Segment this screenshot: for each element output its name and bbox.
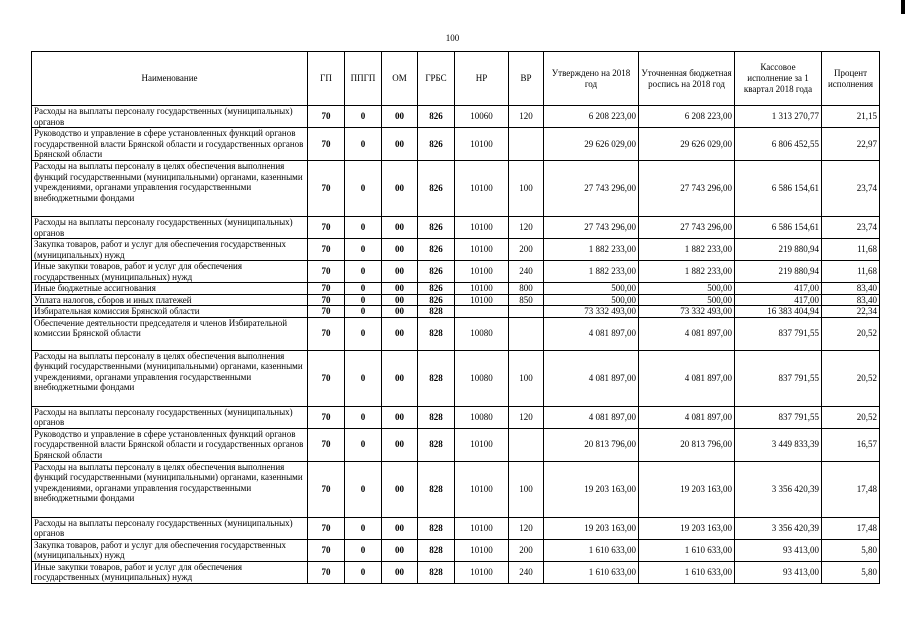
- cell-name: Расходы на выплаты персоналу в целях обеспечения выполнения функций государственными (муниципальными) органами, казенными учреждениями, органами управления государственными внебюджетными фондами: [32, 461, 308, 517]
- cell-refined: 4 081 897,00: [639, 317, 735, 350]
- cell-np: 10100: [455, 539, 509, 561]
- cell-name: Руководство и управление в сфере установленных функций органов государственной власти Брянской области и государственных органов Брянской области: [32, 128, 308, 161]
- cell-om: 00: [382, 261, 418, 283]
- cell-om: 00: [382, 317, 418, 350]
- cell-grbs: 826: [418, 283, 455, 295]
- cell-np: 10080: [455, 350, 509, 406]
- cell-name: Иные закупки товаров, работ и услуг для обеспечения государственных (муниципальных) нужд: [32, 561, 308, 583]
- cell-gp: 70: [308, 517, 345, 539]
- cell-gp: 70: [308, 561, 345, 583]
- cell-ppgp: 0: [345, 106, 382, 128]
- cell-refined: 1 610 633,00: [639, 539, 735, 561]
- cell-vr: [509, 306, 544, 318]
- cell-ppgp: 0: [345, 350, 382, 406]
- cell-gp: 70: [308, 217, 345, 239]
- cell-grbs: 826: [418, 217, 455, 239]
- cell-vr: [509, 128, 544, 161]
- cell-approved: 4 081 897,00: [544, 350, 639, 406]
- cell-ppgp: 0: [345, 317, 382, 350]
- cell-refined: 19 203 163,00: [639, 517, 735, 539]
- cell-percent: 23,74: [822, 161, 880, 217]
- cell-refined: 27 743 296,00: [639, 161, 735, 217]
- col-header-ppgp: ППГП: [345, 52, 382, 106]
- cell-percent: 11,68: [822, 239, 880, 261]
- cell-grbs: 826: [418, 261, 455, 283]
- cell-gp: 70: [308, 306, 345, 318]
- cell-percent: 17,48: [822, 461, 880, 517]
- cell-approved: 1 610 633,00: [544, 539, 639, 561]
- cell-grbs: 828: [418, 317, 455, 350]
- cell-approved: 1 882 233,00: [544, 261, 639, 283]
- cell-percent: 83,40: [822, 294, 880, 306]
- cell-name: Избирательная комиссия Брянской области: [32, 306, 308, 318]
- cell-grbs: 828: [418, 461, 455, 517]
- cell-gp: 70: [308, 539, 345, 561]
- cell-ppgp: 0: [345, 406, 382, 428]
- cell-np: 10100: [455, 283, 509, 295]
- cell-gp: 70: [308, 261, 345, 283]
- cell-name: Расходы на выплаты персоналу государственных (муниципальных) органов: [32, 217, 308, 239]
- table-row: [32, 239, 880, 261]
- cell-grbs: 826: [418, 239, 455, 261]
- table-row: [32, 461, 880, 517]
- cell-ppgp: 0: [345, 261, 382, 283]
- cell-vr: 240: [509, 561, 544, 583]
- cell-om: 00: [382, 217, 418, 239]
- cell-percent: 5,80: [822, 561, 880, 583]
- cell-ppgp: 0: [345, 306, 382, 318]
- cell-cash: 3 356 420,39: [735, 517, 822, 539]
- col-header-gp: ГП: [308, 52, 345, 106]
- cell-percent: 21,15: [822, 106, 880, 128]
- cell-grbs: 828: [418, 539, 455, 561]
- cell-percent: 5,80: [822, 539, 880, 561]
- cell-cash: 3 356 420,39: [735, 461, 822, 517]
- cell-np: 10100: [455, 261, 509, 283]
- cell-om: 00: [382, 539, 418, 561]
- cell-gp: 70: [308, 161, 345, 217]
- cell-grbs: 826: [418, 128, 455, 161]
- col-header-name: Наименование: [32, 52, 308, 106]
- cell-grbs: 828: [418, 517, 455, 539]
- table-row: [32, 317, 880, 350]
- cell-np: 10100: [455, 561, 509, 583]
- cell-refined: 6 208 223,00: [639, 106, 735, 128]
- cell-cash: 93 413,00: [735, 539, 822, 561]
- cell-om: 00: [382, 461, 418, 517]
- cell-gp: 70: [308, 294, 345, 306]
- cell-percent: 16,57: [822, 428, 880, 461]
- cell-ppgp: 0: [345, 128, 382, 161]
- cell-ppgp: 0: [345, 461, 382, 517]
- cell-refined: 1 882 233,00: [639, 239, 735, 261]
- cell-cash: 93 413,00: [735, 561, 822, 583]
- cell-vr: 200: [509, 539, 544, 561]
- cell-vr: 120: [509, 517, 544, 539]
- cell-grbs: 828: [418, 406, 455, 428]
- cell-refined: 1 610 633,00: [639, 561, 735, 583]
- cell-np: 10080: [455, 317, 509, 350]
- cell-vr: 100: [509, 461, 544, 517]
- cell-refined: 1 882 233,00: [639, 261, 735, 283]
- cell-np: [455, 306, 509, 318]
- cell-cash: 219 880,94: [735, 261, 822, 283]
- cell-grbs: 828: [418, 306, 455, 318]
- cell-grbs: 828: [418, 561, 455, 583]
- table-row: [32, 106, 880, 128]
- cell-ppgp: 0: [345, 561, 382, 583]
- table-row: [32, 561, 880, 583]
- cell-om: 00: [382, 350, 418, 406]
- cell-np: 10060: [455, 106, 509, 128]
- cell-approved: 4 081 897,00: [544, 406, 639, 428]
- cell-percent: 83,40: [822, 283, 880, 295]
- cell-np: 10100: [455, 517, 509, 539]
- cell-approved: 6 208 223,00: [544, 106, 639, 128]
- cell-approved: 19 203 163,00: [544, 461, 639, 517]
- cell-refined: 29 626 029,00: [639, 128, 735, 161]
- cell-om: 00: [382, 239, 418, 261]
- cell-np: 10100: [455, 461, 509, 517]
- cell-approved: 27 743 296,00: [544, 217, 639, 239]
- table-row: [32, 294, 880, 306]
- cell-vr: 800: [509, 283, 544, 295]
- cell-refined: 73 332 493,00: [639, 306, 735, 318]
- budget-table: [31, 51, 880, 584]
- cell-grbs: 826: [418, 161, 455, 217]
- col-header-refined: Уточненная бюджетная роспись на 2018 год: [639, 52, 735, 106]
- table-row: [32, 128, 880, 161]
- col-header-grbs: ГРБС: [418, 52, 455, 106]
- table-row: [32, 517, 880, 539]
- cell-percent: 20,52: [822, 406, 880, 428]
- cell-cash: 6 806 452,55: [735, 128, 822, 161]
- cell-grbs: 826: [418, 106, 455, 128]
- cell-gp: 70: [308, 283, 345, 295]
- cell-gp: 70: [308, 317, 345, 350]
- cell-approved: 27 743 296,00: [544, 161, 639, 217]
- table-header-row: [32, 52, 880, 106]
- cell-approved: 1 882 233,00: [544, 239, 639, 261]
- cell-cash: 1 313 270,77: [735, 106, 822, 128]
- cell-om: 00: [382, 306, 418, 318]
- cell-percent: 22,34: [822, 306, 880, 318]
- col-header-np: НР: [455, 52, 509, 106]
- cell-cash: 417,00: [735, 294, 822, 306]
- cell-ppgp: 0: [345, 294, 382, 306]
- cell-gp: 70: [308, 106, 345, 128]
- cell-ppgp: 0: [345, 428, 382, 461]
- page-number: 100: [445, 33, 460, 43]
- cell-cash: 6 586 154,61: [735, 217, 822, 239]
- cell-name: Закупка товаров, работ и услуг для обеспечения государственных (муниципальных) нужд: [32, 539, 308, 561]
- cell-approved: 500,00: [544, 283, 639, 295]
- col-header-percent: Процент исполнения: [822, 52, 880, 106]
- cell-refined: 500,00: [639, 294, 735, 306]
- table-row: [32, 406, 880, 428]
- cell-om: 00: [382, 406, 418, 428]
- cell-np: 10100: [455, 128, 509, 161]
- table-row: [32, 161, 880, 217]
- cell-percent: 20,52: [822, 317, 880, 350]
- cell-np: 10100: [455, 161, 509, 217]
- cell-vr: 100: [509, 161, 544, 217]
- cell-ppgp: 0: [345, 539, 382, 561]
- cell-np: 10100: [455, 217, 509, 239]
- cell-ppgp: 0: [345, 283, 382, 295]
- cell-name: Иные закупки товаров, работ и услуг для обеспечения государственных (муниципальных) нужд: [32, 261, 308, 283]
- cell-grbs: 828: [418, 428, 455, 461]
- col-header-om: ОМ: [382, 52, 418, 106]
- table-row: [32, 306, 880, 318]
- col-header-approved: Утверждено на 2018 год: [544, 52, 639, 106]
- cell-om: 00: [382, 561, 418, 583]
- cell-vr: 120: [509, 217, 544, 239]
- cell-refined: 4 081 897,00: [639, 350, 735, 406]
- cell-name: Руководство и управление в сфере установленных функций органов государственной власти Брянской области и государственных органов Брянской области: [32, 428, 308, 461]
- cell-np: 10080: [455, 406, 509, 428]
- cell-cash: 837 791,55: [735, 317, 822, 350]
- cell-percent: 23,74: [822, 217, 880, 239]
- table-row: [32, 217, 880, 239]
- cell-refined: 27 743 296,00: [639, 217, 735, 239]
- cell-approved: 1 610 633,00: [544, 561, 639, 583]
- table-row: [32, 539, 880, 561]
- cell-percent: 22,97: [822, 128, 880, 161]
- cell-vr: 200: [509, 239, 544, 261]
- cell-vr: [509, 317, 544, 350]
- cell-name: Расходы на выплаты персоналу в целях обеспечения выполнения функций государственными (муниципальными) органами, казенными учреждениями, органами управления государственными внебюджетными фондами: [32, 350, 308, 406]
- col-header-cash: Кассовое исполнение за 1 квартал 2018 года: [735, 52, 822, 106]
- cell-np: 10100: [455, 428, 509, 461]
- cell-gp: 70: [308, 350, 345, 406]
- cell-om: 00: [382, 161, 418, 217]
- cell-vr: 120: [509, 106, 544, 128]
- cell-percent: 20,52: [822, 350, 880, 406]
- cell-ppgp: 0: [345, 217, 382, 239]
- cell-om: 00: [382, 294, 418, 306]
- cell-om: 00: [382, 128, 418, 161]
- cell-np: 10100: [455, 294, 509, 306]
- cell-cash: 16 383 404,94: [735, 306, 822, 318]
- cell-name: Обеспечение деятельности председателя и членов Избирательной комиссии Брянской области: [32, 317, 308, 350]
- cell-cash: 417,00: [735, 283, 822, 295]
- cell-vr: [509, 428, 544, 461]
- cell-percent: 17,48: [822, 517, 880, 539]
- cell-np: 10100: [455, 239, 509, 261]
- table-row: [32, 350, 880, 406]
- cell-grbs: 826: [418, 294, 455, 306]
- cell-gp: 70: [308, 128, 345, 161]
- col-header-vr: ВР: [509, 52, 544, 106]
- cell-name: Закупка товаров, работ и услуг для обеспечения государственных (муниципальных) нужд: [32, 239, 308, 261]
- cell-refined: 500,00: [639, 283, 735, 295]
- cell-vr: 240: [509, 261, 544, 283]
- cell-cash: 219 880,94: [735, 239, 822, 261]
- cell-approved: 29 626 029,00: [544, 128, 639, 161]
- cell-ppgp: 0: [345, 239, 382, 261]
- cell-grbs: 828: [418, 350, 455, 406]
- cell-name: Расходы на выплаты персоналу государственных (муниципальных) органов: [32, 517, 308, 539]
- cell-name: Расходы на выплаты персоналу государственных (муниципальных) органов: [32, 406, 308, 428]
- cell-ppgp: 0: [345, 517, 382, 539]
- table-row: [32, 261, 880, 283]
- table-row: [32, 428, 880, 461]
- table-row: [32, 283, 880, 295]
- cell-ppgp: 0: [345, 161, 382, 217]
- cell-cash: 3 449 833,39: [735, 428, 822, 461]
- cell-refined: 19 203 163,00: [639, 461, 735, 517]
- cell-gp: 70: [308, 428, 345, 461]
- cell-approved: 500,00: [544, 294, 639, 306]
- cell-name: Иные бюджетные ассигнования: [32, 283, 308, 295]
- cell-vr: 100: [509, 350, 544, 406]
- cell-approved: 4 081 897,00: [544, 317, 639, 350]
- cell-gp: 70: [308, 406, 345, 428]
- cell-cash: 6 586 154,61: [735, 161, 822, 217]
- cell-name: Расходы на выплаты персоналу государственных (муниципальных) органов: [32, 106, 308, 128]
- cell-name: Уплата налогов, сборов и иных платежей: [32, 294, 308, 306]
- cell-gp: 70: [308, 239, 345, 261]
- cell-approved: 19 203 163,00: [544, 517, 639, 539]
- cell-om: 00: [382, 106, 418, 128]
- cell-percent: 11,68: [822, 261, 880, 283]
- scan-edge-mark: [901, 0, 905, 14]
- cell-vr: 120: [509, 406, 544, 428]
- cell-cash: 837 791,55: [735, 406, 822, 428]
- cell-approved: 20 813 796,00: [544, 428, 639, 461]
- cell-approved: 73 332 493,00: [544, 306, 639, 318]
- cell-om: 00: [382, 283, 418, 295]
- cell-gp: 70: [308, 461, 345, 517]
- cell-vr: 850: [509, 294, 544, 306]
- cell-name: Расходы на выплаты персоналу в целях обеспечения выполнения функций государственными (муниципальными) органами, казенными учреждениями, органами управления государственными внебюджетными фондами: [32, 161, 308, 217]
- cell-refined: 20 813 796,00: [639, 428, 735, 461]
- cell-om: 00: [382, 517, 418, 539]
- cell-om: 00: [382, 428, 418, 461]
- cell-refined: 4 081 897,00: [639, 406, 735, 428]
- cell-cash: 837 791,55: [735, 350, 822, 406]
